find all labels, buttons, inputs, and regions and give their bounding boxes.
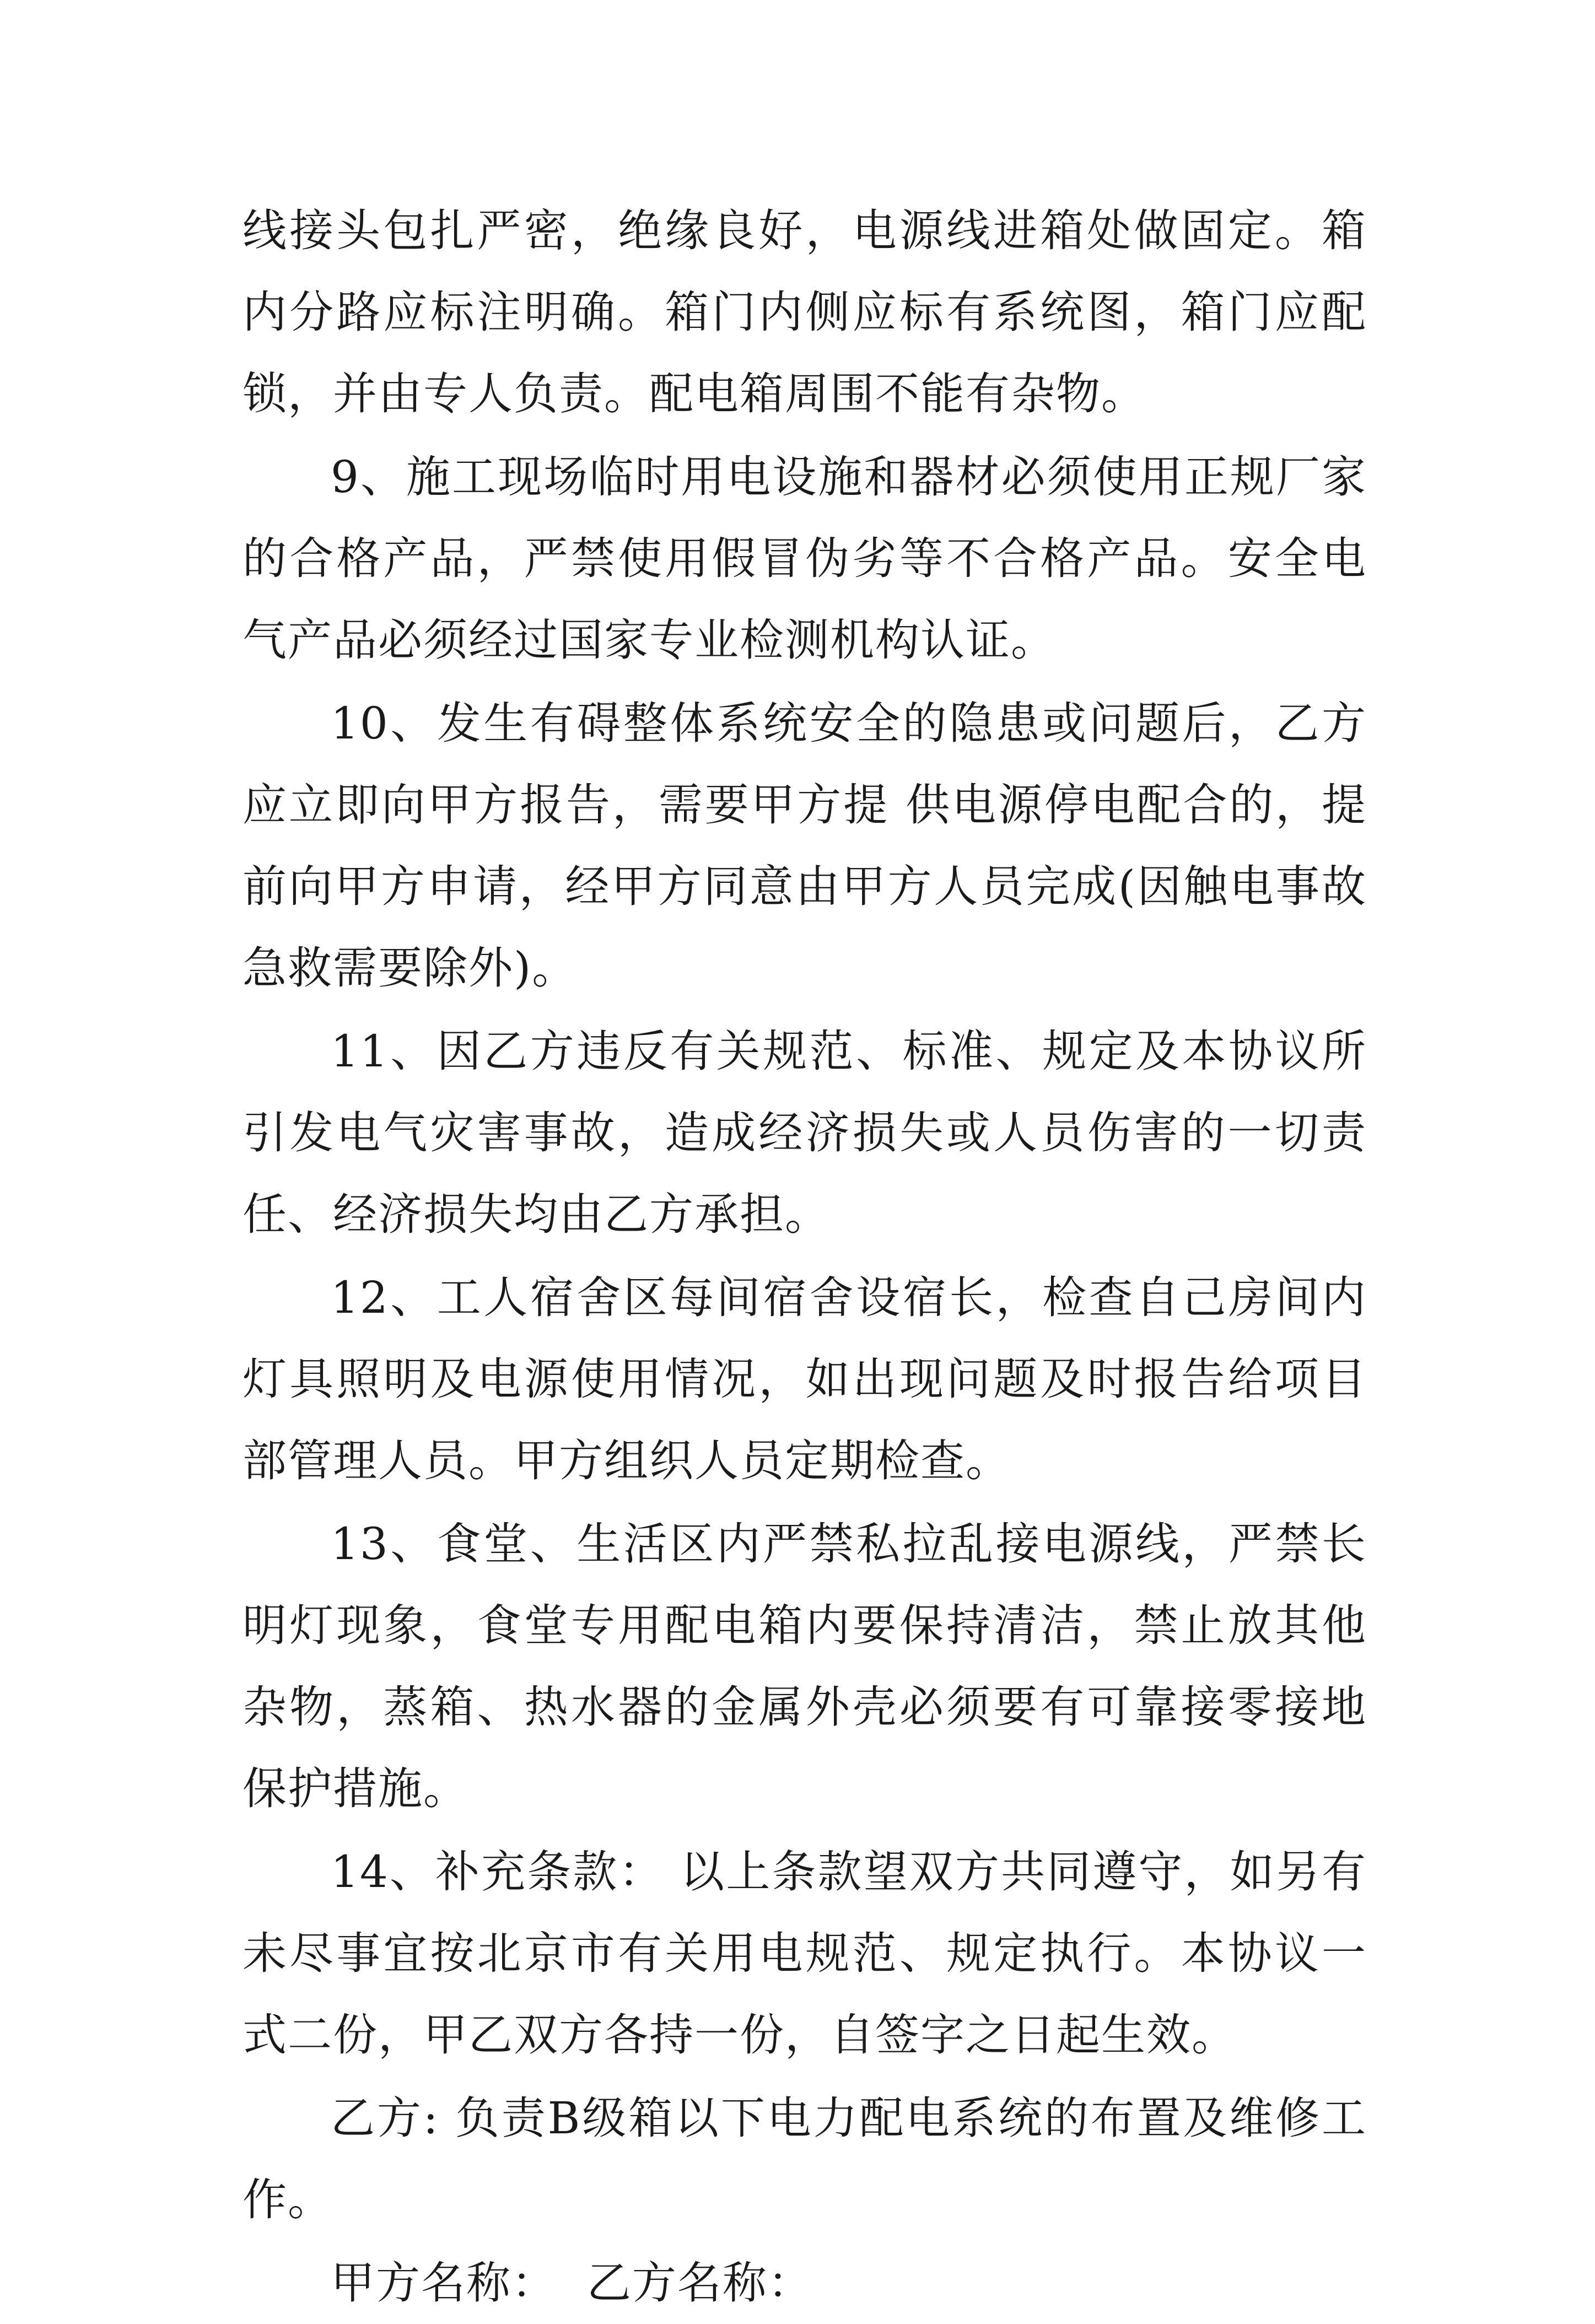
clause-10: 10、发生有碍整体系统安全的隐患或问题后，乙方应立即向甲方报告，需要甲方提 供电源停电配合的，提前向甲方申请，经甲方同意由甲方人员完成(因触电事故急救需要除外)。 [243, 698, 1367, 994]
clause-14: 14、补充条款： 以上条款望双方共同遵守，如另有未尽事宜按北京市有关用电规范、规定执行。本协议一式二份，甲乙双方各持一份，自签字之日起生效。 [243, 1846, 1367, 2061]
paragraph-continuation: 线接头包扎严密，绝缘良好，电源线进箱处做固定。箱内分路应标注明确。箱门内侧应标有系统图，箱门应配锁，并由专人负责。配电箱周围不能有杂物。 [243, 205, 1367, 419]
party-b-name-label: 乙方名称： [586, 2257, 813, 2309]
party-b-duty: 乙方: 负责B级箱以下电力配电系统的布置及维修工作。 [243, 2093, 1367, 2225]
clause-9: 9、施工现场临时用电设施和器材必须使用正规厂家的合格产品，严禁使用假冒伪劣等不合格产品。安全电气产品必须经过国家专业检测机构认证。 [243, 451, 1367, 666]
party-a-name-label: 甲方名称： [331, 2257, 557, 2309]
document-page [243, 190, 1367, 2324]
clause-11: 11、因乙方违反有关规范、标准、规定及本协议所引发电气灾害事故，造成经济损失或人员伤害的一切责任、经济损失均由乙方承担。 [243, 1026, 1367, 1240]
signature-line [243, 2242, 1367, 2324]
clause-12: 12、工人宿舍区每间宿舍设宿长，检查自己房间内灯具照明及电源使用情况，如出现问题及时报告给项目部管理人员。甲方组织人员定期检查。 [243, 1272, 1367, 1486]
clause-13: 13、食堂、生活区内严禁私拉乱接电源线，严禁长明灯现象，食堂专用配电箱内要保持清洁，禁止放其他杂物，蒸箱、热水器的金属外壳必须要有可靠接零接地保护措施。 [243, 1518, 1367, 1814]
